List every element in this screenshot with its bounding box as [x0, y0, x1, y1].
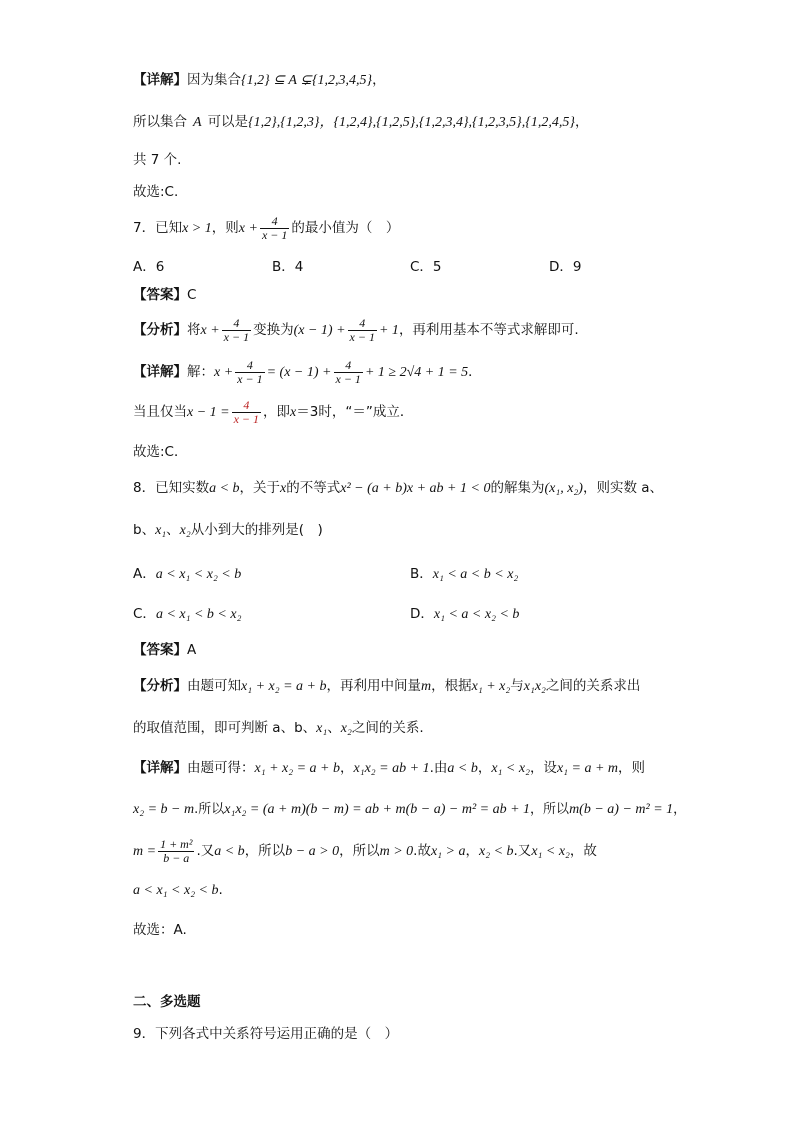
question-9: 9．下列各式中关系符号运用正确的是（ ） [133, 1026, 399, 1042]
fraction: $\frac{4}{x - 1}$ [223, 315, 250, 344]
detail-8-line-1: 【详解】由题可得：x₁ + x₂ = a + b，x₁x₂ = ab + 1.由a < b，x₁ < x₂，设x₁ = a + m，则 [133, 760, 646, 776]
analysis-8-line-2: 的取值范围，即可判断 a、b、x₁、x₂之间的关系. [133, 720, 424, 736]
fraction: $\frac{4}{x - 1}$ [335, 357, 361, 386]
q8-option-b[interactable]: B．x₁ < a < b < x₂ [410, 566, 519, 582]
detail-8-line-4: a < x₁ < x₂ < b. [133, 882, 223, 898]
question-7: 7．已知x > 1，则x + $\frac{4}{x - 1}$ 的最小值为（ ） [133, 213, 400, 242]
q8-option-d[interactable]: D．x₁ < a < x₂ < b [410, 606, 520, 622]
answer-select-8: 故选：A. [133, 922, 187, 938]
detail-7: 【详解】解：x + $\frac{4}{x - 1}$ = (x − 1) + $\frac{4}{x - 1}$ + 1 ≥ 2√4 + 1 = 5． [133, 357, 482, 386]
q7-option-d[interactable]: D．9 [549, 259, 582, 275]
analysis-8-line-1: 【分析】由题可知x₁ + x₂ = a + b，再利用中间量m，根据x₁ + x₂与x₁x₂之间的关系求出 [133, 678, 641, 694]
equality-condition-7: 当且仅当x − 1 = $\frac{4}{x - 1}$ ，即x＝3时，“＝”成立． [133, 397, 414, 426]
q7-option-c[interactable]: C．5 [410, 259, 442, 275]
answer-8: 【答案】A [133, 642, 197, 658]
q7-option-b[interactable]: B．4 [272, 259, 304, 275]
tag-detail: 【详解】 [133, 72, 187, 88]
count-line: 共 7 个. [133, 152, 182, 168]
q7-option-a[interactable]: A．6 [133, 259, 165, 275]
question-8-line-2: b、x₁、x₂从小到大的排列是( ) [133, 522, 323, 538]
detail-line-set-inclusion: 【详解】因为集合{1,2} ⊆ A ⊊{1,2,3,4,5}， [133, 72, 386, 88]
fraction: $\frac{4}{x - 1}$ [237, 357, 263, 386]
question-8-line-1: 8．已知实数a < b，关于x的不等式x² − (a + b)x + ab + 1 < 0的解集为(x₁, x₂)，则实数 a、 [133, 480, 664, 496]
fraction: $\frac{4}{x - 1}$ [261, 213, 288, 242]
fraction: $\frac{4}{x - 1}$ [233, 397, 260, 426]
answer-select-7: 故选:C． [133, 444, 188, 460]
detail-8-line-3: m = $\frac{\text{1 + m²}}{b - a}$ .又a < b，所以b − a > 0，所以m > 0.故x₁ > a，x₂ < b.又x₁ < x₂，故 [133, 836, 597, 865]
detail-8-line-2: x₂ = b − m.所以x₁x₂ = (a + m)(b − m) = ab + m(b − a) − m² = ab + 1，所以m(b − a) − m² = 1， [133, 802, 687, 817]
fraction: $\frac{\text{1 + m²}}{b - a}$ [160, 836, 193, 865]
q8-option-a[interactable]: A．a < x₁ < x₂ < b [133, 566, 242, 582]
answer-7: 【答案】C [133, 287, 197, 303]
analysis-7: 【分析】将x + $\frac{4}{x - 1}$ 变换为(x − 1) + $\frac{4}{x - 1}$ + 1，再利用基本不等式求解即可. [133, 315, 579, 344]
q8-option-c[interactable]: C．a < x₁ < b < x₂ [133, 606, 242, 622]
answer-select-6: 故选:C. [133, 184, 179, 200]
detail-line-set-options: 所以集合 A 可以是{1,2},{1,2,3}，{1,2,4},{1,2,5},{1,2,3,4},{1,2,3,5},{1,2,4,5}， [133, 114, 589, 130]
fraction: $\frac{4}{x - 1}$ [349, 315, 375, 344]
section-title-multi-choice: 二、多选题 [133, 994, 201, 1010]
